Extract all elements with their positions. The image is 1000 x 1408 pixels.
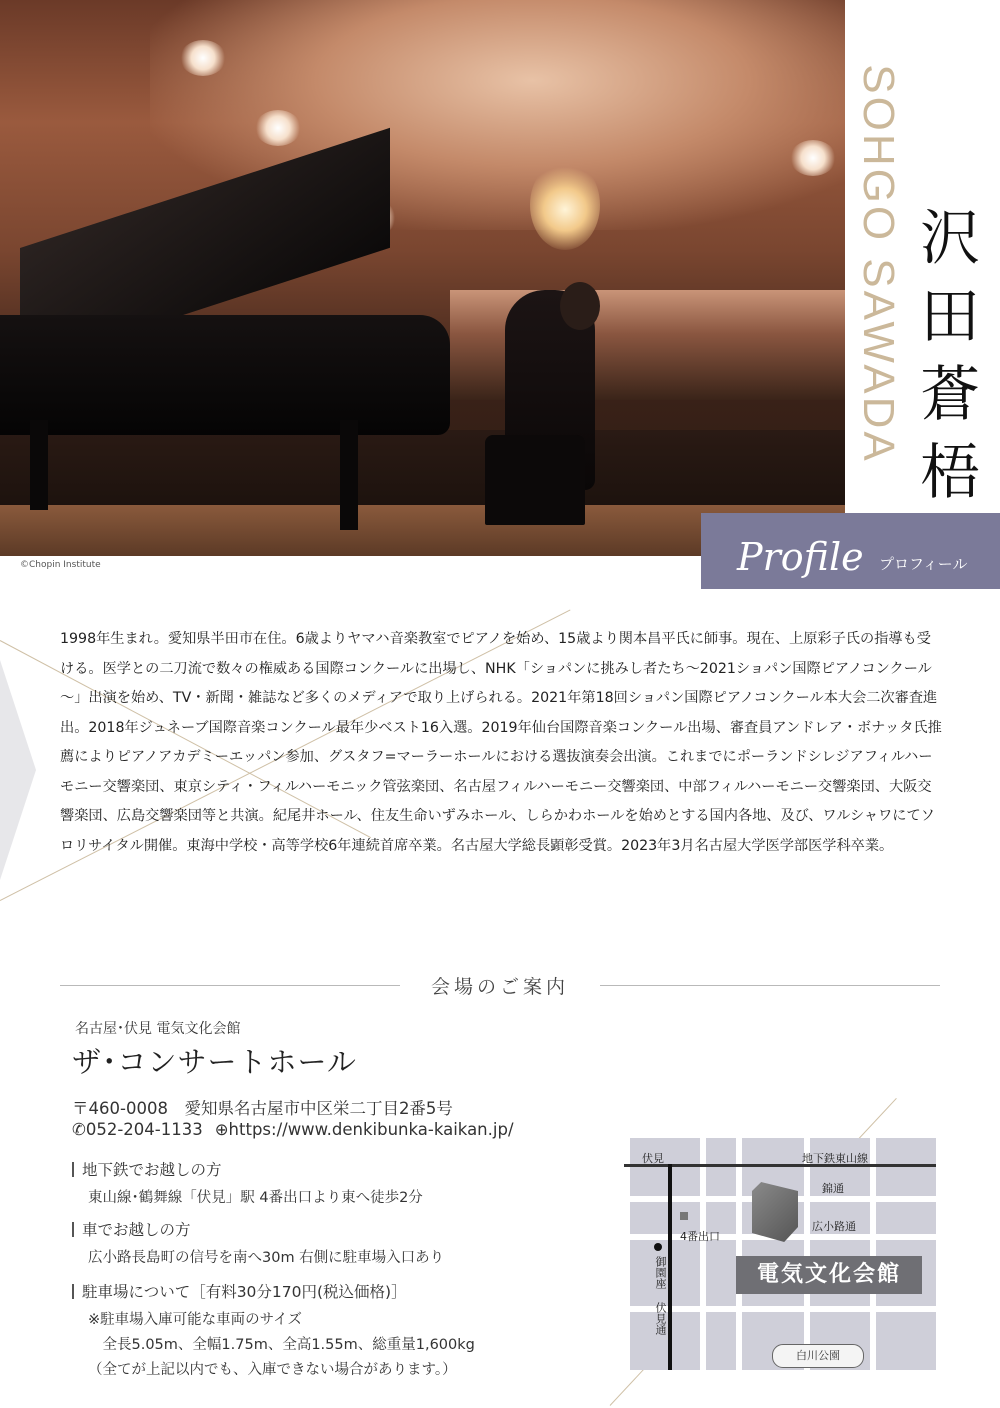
name-char: 梧: [920, 438, 980, 508]
access-line: 東山線･鶴舞線「伏見」駅 4番出口より東へ徒歩2分: [88, 1190, 423, 1206]
access-line: ※駐車場入庫可能な車両のサイズ: [88, 1312, 302, 1328]
exit-marker: [680, 1212, 688, 1220]
venue-contact: [72, 1120, 514, 1139]
name-char: 蒼: [920, 360, 980, 430]
access-heading: 駐車場について［有料30分170円(税込価格)］: [82, 1283, 407, 1301]
map-label-exit: 4番出口: [680, 1230, 720, 1243]
access-line: 広小路長島町の信号を南へ30m 右側に駐車場入口あり: [88, 1250, 445, 1266]
map-road: [736, 1138, 742, 1370]
access-line: （全てが上記以内でも、入庫できない場合があります。）: [88, 1362, 457, 1378]
map-road: [700, 1138, 706, 1370]
artist-name-en: SOHGO SAWADA: [854, 64, 903, 464]
piano-bench: [485, 435, 585, 525]
stage-lamp: [180, 40, 226, 76]
bullet-bar: [72, 1284, 74, 1299]
access-subway: [72, 1158, 423, 1211]
map-label-street: 錦通: [822, 1182, 844, 1195]
access-parking: [72, 1280, 475, 1383]
access-car: [72, 1218, 444, 1271]
bullet-bar: [72, 1222, 74, 1237]
venue-phone[interactable]: 052-204-1133: [85, 1120, 203, 1139]
chandelier: [530, 160, 600, 250]
venue-address: 〒460-0008 愛知県名古屋市中区栄二丁目2番5号: [72, 1099, 453, 1118]
profile-banner: [701, 513, 1000, 589]
profile-kana-label: プロフィール: [879, 555, 968, 573]
divider: [600, 985, 940, 986]
audience: [0, 430, 845, 510]
pianist-head: [560, 282, 600, 330]
subway-line: [668, 1164, 672, 1370]
venue-section-title: 会場のご案内: [430, 976, 569, 998]
map-label-line: 地下鉄東山線: [802, 1152, 868, 1165]
piano-leg: [30, 420, 48, 510]
stage-lamp: [790, 140, 836, 176]
decorative-triangle: [0, 660, 36, 880]
piano-leg: [340, 420, 358, 530]
venue-section-header: [0, 972, 1000, 998]
map-label-street-v: 御園座: [654, 1256, 667, 1289]
globe-icon: ⊕: [214, 1120, 229, 1139]
access-line: 全長5.05m、全幅1.75m、全高1.55m、総重量1,600kg: [88, 1337, 475, 1353]
access-heading: 車でお越しの方: [82, 1221, 191, 1239]
bullet-bar: [72, 1162, 74, 1177]
access-heading: 地下鉄でお越しの方: [82, 1161, 222, 1179]
map-label-street-v: 伏見通: [654, 1302, 667, 1335]
venue-url[interactable]: https://www.denkibunka-kaikan.jp/: [228, 1120, 514, 1139]
photo-credit: ©Chopin Institute: [20, 560, 101, 570]
map-road: [804, 1138, 810, 1370]
venue-subtitle: 名古屋･伏見 電気文化会館: [75, 1021, 241, 1037]
map-road: [870, 1138, 876, 1370]
venue-map: [624, 1138, 936, 1370]
map-dot: [654, 1243, 662, 1251]
artist-name-ja: [910, 200, 990, 512]
hero-photo: [0, 0, 845, 556]
piano-body: [0, 315, 450, 435]
name-char: 沢: [920, 204, 980, 274]
profile-script-label: Profile: [737, 535, 864, 579]
map-hall-label: 電気文化会館: [736, 1256, 922, 1294]
stage-lamp: [255, 110, 301, 146]
divider: [60, 985, 400, 986]
name-char: 田: [920, 282, 980, 352]
building-icon: [752, 1182, 798, 1242]
map-label-street: 広小路通: [812, 1220, 856, 1233]
map-park-label: 白川公園: [772, 1344, 864, 1368]
venue-name: ザ･コンサートホール: [72, 1045, 357, 1079]
profile-bio: 1998年生まれ。愛知県半田市在住。6歳よりヤマハ音楽教室でピアノを始め、15歳より関本昌平氏に師事。現在、上原彩子氏の指導も受ける。医学との二刀流で数々の権威ある国際コンクールに出場し、NHK「ショパンに挑みし者たち～2021ショパン国際ピアノコンクール～」出演を始め、TV・新聞・雑誌など多くのメディアで取り上げられる。2021年第18回ショパン国際ピアノコンクール本大会二次審査進出。2018年ジュネーブ国際音楽コンクール最年少ベスト16入選。2019年仙台国際音楽コンクール出場、審査員アンドレア・ボナッタ氏推薦によりピアノアカデミーエッパン参加、グスタフ=マーラーホールにおける選抜演奏会出演。これまでにポーランドシレジアフィルハーモニー交響楽団、東京シティ・フィルハーモニック管弦楽団、名古屋フィルハーモニー交響楽団、中部フィルハーモニー交響楽団、大阪交響楽団、広島交響楽団等と共演。紀尾井ホール、住友生命いずみホール、しらかわホールを始めとする国内各地、及び、ワルシャワにてソロリサイタル開催。東海中学校・高等学校6年連続首席卒業。名古屋大学総長顕彰受賞。2023年3月名古屋大学医学部医学科卒業。: [60, 631, 942, 854]
phone-icon: ✆: [72, 1120, 86, 1139]
map-label-station: 伏見: [642, 1152, 664, 1165]
map-road: [624, 1138, 630, 1370]
